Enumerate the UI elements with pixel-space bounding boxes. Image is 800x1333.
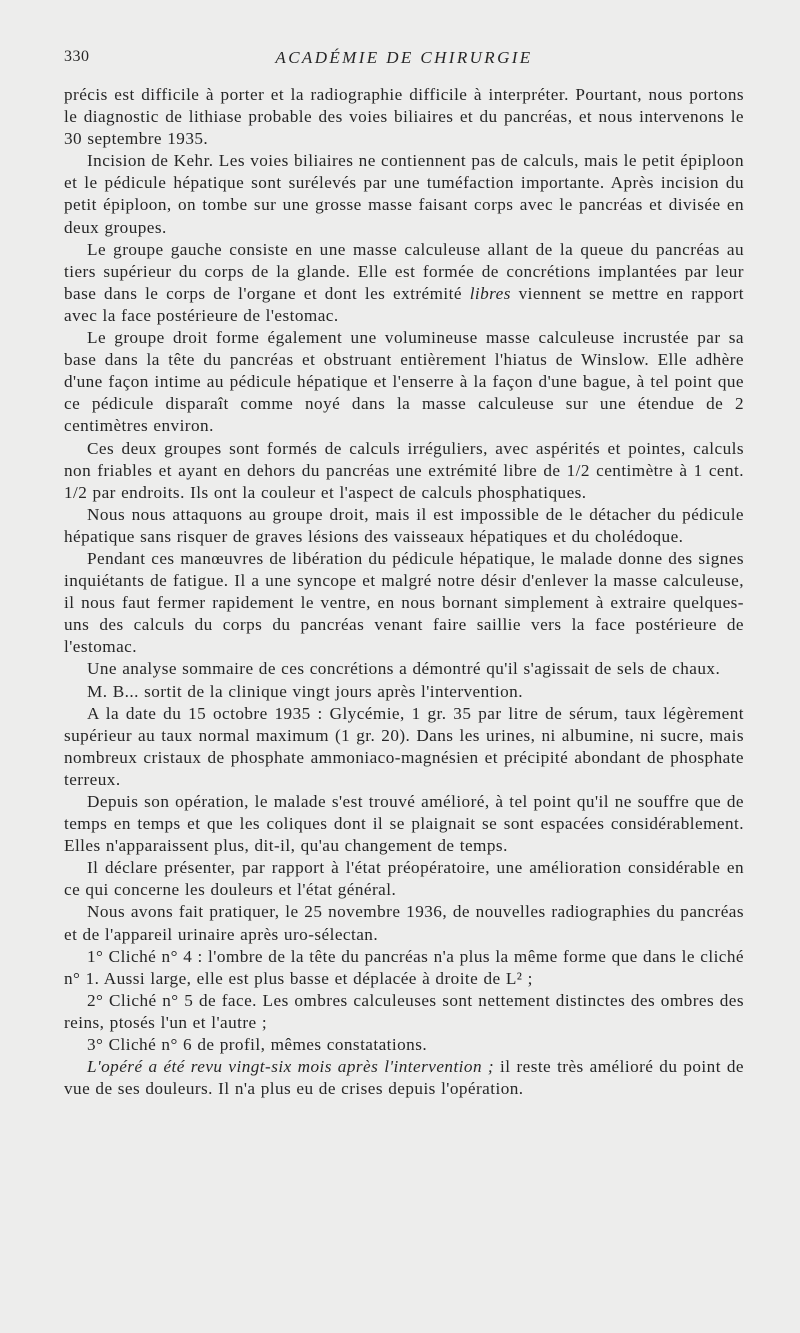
page-header [64, 48, 744, 72]
paragraph-text: il reste très amélioré du point de vue de ses douleurs. Il n'a plus eu de crises depuis l'opération. [64, 1057, 744, 1099]
paragraph: 3° Cliché n° 6 de profil, mêmes constatations. [87, 1035, 428, 1055]
paragraph [64, 239, 744, 327]
paragraph: Nous avons fait pratiquer, le 25 novembre 1936, de nouvelles radiographies du pancréas et de l'appareil urinaire après uro-sélectan. [64, 902, 744, 944]
paragraph: précis est difficile à porter et la radiographie difficile à interpréter. Pourtant, nous portons le diagnostic de lithiase probable des voies biliaires et du pancréas, et nous intervenons le 30 septembre 1935. [64, 85, 744, 149]
paragraph: M. B... sortit de la clinique vingt jours après l'intervention. [87, 681, 523, 701]
paragraph: Pendant ces manœuvres de libération du pédicule hépatique, le malade donne des signes inquiétants de fatigue. Il a une syncope et malgré notre désir d'enlever la masse calculeuse, il nous faut fermer rapidement le ventre, en nous bornant simplement à extraire quelques-uns des calculs du corps du pancréas venant faire saillie vers la face postérieure de l'estomac. [64, 548, 744, 657]
paragraph: Depuis son opération, le malade s'est trouvé amélioré, à tel point qu'il ne souffre que de temps en temps et que les coliques dont il se plaignait se sont espacées considérablement. Elles n'apparaissent plus, dit-il, qu'au changement de temps. [64, 792, 744, 856]
paragraph: Ces deux groupes sont formés de calculs irréguliers, avec aspérités et pointes, calculs non friables et ayant en dehors du pancréas une extrémité libre de 1/2 centimètre à 1 cent. 1/2 par endroits. Ils ont la couleur et l'aspect de calculs phosphatiques. [64, 438, 744, 502]
paragraph-text: Le groupe gauche consiste en une masse calculeuse allant de la queue du pancréas au tiers supérieur du corps de la glande. Elle est formée de concrétions implantées par leur base dans le corps de l'organe et dont les extrémité [64, 239, 744, 303]
body-text [64, 84, 744, 1100]
italic-phrase: L'opéré a été revu vingt-six mois après l'intervention ; [87, 1057, 495, 1077]
page-number: 330 [64, 48, 90, 65]
paragraph: Il déclare présenter, par rapport à l'état préopératoire, une amélioration considérable en ce qui concerne les douleurs et l'état général. [64, 858, 744, 900]
paragraph: Incision de Kehr. Les voies biliaires ne contiennent pas de calculs, mais le petit épiploon et le pédicule hépatique sont surélevés par une tuméfaction importante. Après incision du petit épiploon, on tombe sur une grosse masse faisant corps avec le pancréas et divisée en deux groupes. [64, 151, 744, 237]
paragraph [64, 1056, 744, 1100]
paragraph: Nous nous attaquons au groupe droit, mais il est impossible de le détacher du pédicule hépatique sans risquer de graves lésions des vaisseaux hépatiques et du cholédoque. [64, 504, 744, 546]
paragraph: 2° Cliché n° 5 de face. Les ombres calculeuses sont nettement distinctes des ombres des reins, ptosés l'un et l'autre ; [64, 990, 744, 1032]
running-head: ACADÉMIE DE CHIRURGIE [275, 48, 533, 67]
paragraph: A la date du 15 octobre 1935 : Glycémie, 1 gr. 35 par litre de sérum, taux légèrement supérieur au taux normal maximum (1 gr. 20). Dans les urines, ni albumine, ni sucre, mais nombreux cristaux de phosphate ammoniaco-magnésien et précipité abondant de phosphate terreux. [64, 703, 744, 789]
paragraph: Une analyse sommaire de ces concrétions a démontré qu'il s'agissait de sels de chaux. [87, 659, 721, 679]
paragraph: Le groupe droit forme également une volumineuse masse calculeuse incrustée par sa base dans la tête du pancréas et obstruant entièrement l'hiatus de Winslow. Elle adhère d'une façon intime au pédicule hépatique et l'enserre à la façon d'une bague, à tel point que ce pédicule disparaît comme noyé dans la masse calculeuse sur une étendue de 2 centimètres environ. [64, 328, 744, 436]
paragraph-text: viennent se mettre en rapport avec la face postérieure de l'estomac. [64, 283, 744, 325]
paragraph: 1° Cliché n° 4 : l'ombre de la tête du pancréas n'a plus la même forme que dans le cliché n° 1. Aussi large, elle est plus basse et déplacée à droite de L² ; [64, 946, 744, 988]
italic-word: libres [469, 283, 511, 303]
